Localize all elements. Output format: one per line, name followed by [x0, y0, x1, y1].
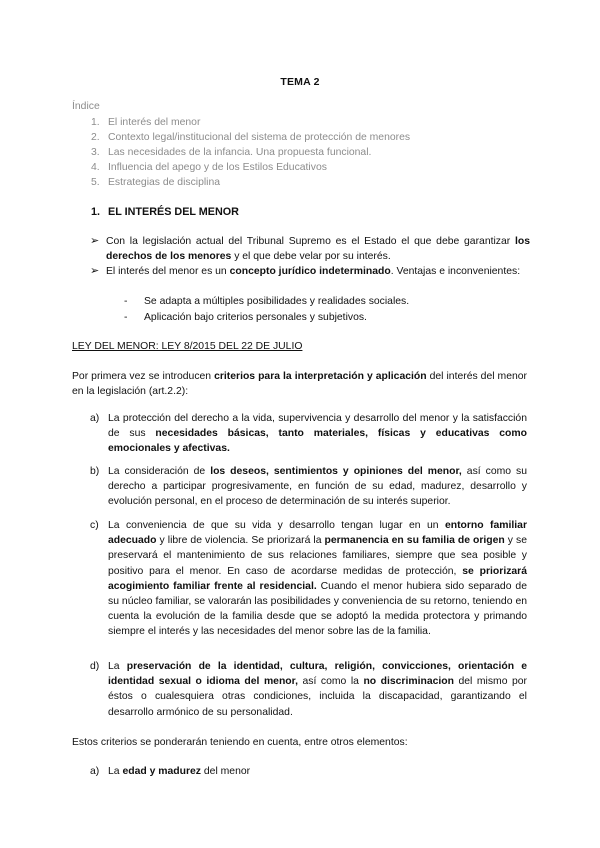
- index-item: [91, 145, 410, 160]
- weighting-paragraph: Estos criterios se ponderarán teniendo en cuenta, entre otros elementos:: [72, 737, 408, 748]
- dash-item: - Aplicación bajo criterios personales y subjetivos.: [124, 312, 367, 323]
- criterion-d: d) La preservación de la identidad, cultura, religión, convicciones, orientación e identidad sexual o idioma del menor, así como la no discriminacion del mismo por éstos o cualesquiera otras condiciones, incluida la discapacidad, garantizando el desarrollo armónico de su personalidad.: [90, 661, 528, 718]
- intro-paragraph: Por primera vez se introducen criterios para la interpretación y aplicación del interés del menor en la legislación (art.2.2):: [72, 371, 527, 398]
- index-item: [91, 130, 410, 145]
- index-item-number: 5.: [91, 177, 100, 188]
- index-item: [91, 115, 410, 130]
- dash-marker: -: [124, 296, 128, 307]
- section-number: 1.: [91, 206, 101, 218]
- dash-marker: -: [124, 312, 128, 323]
- index-item-text: Contexto legal/institucional del sistema de protección de menores: [108, 132, 411, 143]
- bullet-item: ➢ Con la legislación actual del Tribunal Supremo es el Estado el que debe garantizar los derechos de los menores y el que debe velar por su interés.: [90, 235, 530, 262]
- arrow-bullet-icon: ➢: [90, 235, 100, 247]
- index-item-number: 2.: [91, 132, 100, 143]
- arrow-bullet-icon: ➢: [90, 265, 100, 277]
- document-title: TEMA 2: [280, 76, 320, 88]
- index-item-number: 3.: [91, 147, 100, 158]
- index-item-number: 1.: [91, 117, 100, 128]
- law-heading: LEY DEL MENOR: LEY 8/2015 DEL 22 DE JULIO: [72, 341, 303, 352]
- section-title: EL INTERÉS DEL MENOR: [108, 206, 239, 218]
- index-item-text: Influencia del apego y de los Estilos Educativos: [108, 162, 327, 173]
- dash-item: - Se adapta a múltiples posibilidades y realidades sociales.: [124, 296, 410, 307]
- index-item-text: Las necesidades de la infancia. Una propuesta funcional.: [108, 147, 372, 158]
- element-a: a) La edad y madurez del menor: [90, 766, 251, 777]
- criterion-b: b) La consideración de los deseos, sentimientos y opiniones del menor, así como su derecho a participar progresivamente, en función de su edad, madurez, desarrollo y evolución personal, en el proceso de determinación de su interés superior.: [90, 466, 528, 508]
- index-item: [91, 160, 410, 175]
- index-item-text: Estrategias de disciplina: [108, 177, 221, 188]
- index-item-number: 4.: [91, 162, 100, 173]
- bullet-item: ➢ El interés del menor es un concepto jurídico indeterminado. Ventajas e inconvenientes:: [90, 265, 521, 277]
- section-heading: [91, 206, 239, 218]
- index-heading: Índice: [72, 101, 100, 112]
- index-list: [91, 115, 410, 190]
- criterion-a: a) La protección del derecho a la vida, supervivencia y desarrollo del menor y la satisfacción de sus necesidades básicas, tanto materiales, físicas y educativas como emocionales y afectivas.: [90, 413, 527, 455]
- index-item: [91, 175, 410, 190]
- index-item-text: El interés del menor: [108, 117, 201, 128]
- criterion-c: c) La conveniencia de que su vida y desarrollo tengan lugar en un entorno familiar adecuado y libre de violencia. Se priorizará la permanencia en su familia de origen y se preservará el mantenimiento de sus relaciones familiares, siempre que sea posible y positivo para el menor. En caso de acordarse medidas de protección, se priorizará acogimiento familiar frente al residencial. Cuando el menor hubiera sido separado de su núcleo familiar, se valorarán las posibilidades y conveniencia de su retorno, teniendo en cuenta la evolución de la familia desde que se adoptó la medida protectora y primando siempre el interés y las necesidades del menor sobre las de la familia.: [90, 520, 528, 638]
